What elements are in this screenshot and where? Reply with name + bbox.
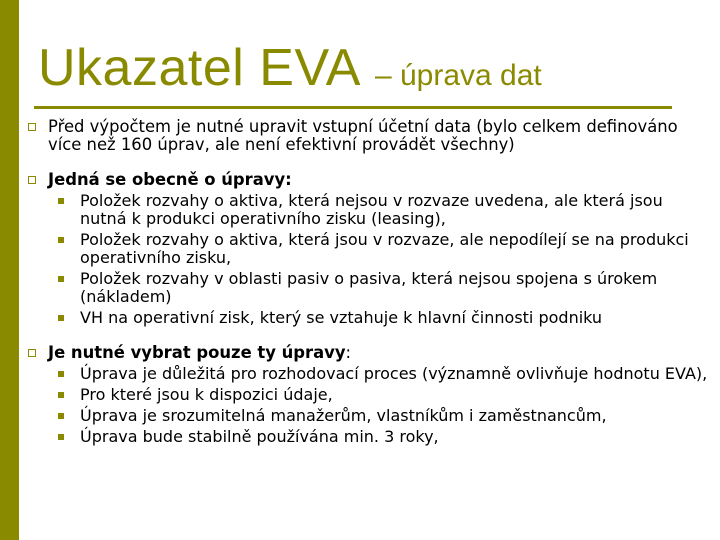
list-item-text: Úprava bude stabilně používána min. 3 roky, — [80, 427, 439, 446]
hollow-square-bullet-icon — [28, 176, 36, 184]
list-item — [48, 192, 712, 228]
selection-criteria-list — [48, 365, 712, 446]
list-item — [48, 407, 712, 425]
bullet-heading: Jedná se obecně o úpravy: — [48, 170, 292, 189]
bullet-text: Před výpočtem je nutné upravit vstupní účetní data (bylo celkem definováno více než 160 úprav, ale není efektivní provádět všechny) — [48, 117, 678, 154]
filled-square-bullet-icon — [58, 392, 64, 398]
list-item — [48, 309, 712, 327]
list-item — [48, 386, 712, 404]
filled-square-bullet-icon — [58, 198, 64, 204]
list-item-text: VH na operativní zisk, který se vztahuje k hlavní činnosti podniku — [80, 308, 603, 327]
bullet-intro — [28, 118, 712, 154]
bullet-heading: Je nutné vybrat pouze ty úpravy — [48, 343, 346, 362]
title-underline — [34, 106, 672, 109]
filled-square-bullet-icon — [58, 237, 64, 243]
list-item — [48, 365, 712, 383]
list-item — [48, 270, 712, 306]
filled-square-bullet-icon — [58, 413, 64, 419]
left-accent-bar — [0, 0, 19, 540]
bullet-heading-suffix: : — [345, 343, 352, 362]
filled-square-bullet-icon — [58, 434, 64, 440]
list-item-text: Položek rozvahy o aktiva, která nejsou v rozvaze uvedena, ale která jsou nutná k produkci operativního zisku (leasing), — [80, 191, 663, 228]
hollow-square-bullet-icon — [28, 349, 36, 357]
title-main: Ukazatel EVA — [38, 39, 361, 97]
bullet-adjustment-types — [28, 171, 712, 327]
hollow-square-bullet-icon — [28, 123, 36, 131]
filled-square-bullet-icon — [58, 315, 64, 321]
list-item-text: Úprava je srozumitelná manažerům, vlastníkům i zaměstnancům, — [80, 406, 607, 425]
bullet-selection-criteria — [28, 344, 712, 446]
list-item-text: Položek rozvahy v oblasti pasiv o pasiva, která nejsou spojena s úrokem (nákladem) — [80, 269, 658, 306]
slide-title — [38, 38, 542, 98]
list-item-text: Úprava je důležitá pro rozhodovací proces (významně ovlivňuje hodnotu EVA), — [80, 364, 708, 383]
slide-content — [28, 118, 712, 446]
list-item — [48, 231, 712, 267]
adjustment-types-list — [48, 192, 712, 327]
title-sub: – úprava dat — [374, 59, 542, 92]
filled-square-bullet-icon — [58, 276, 64, 282]
filled-square-bullet-icon — [58, 371, 64, 377]
list-item-text: Pro které jsou k dispozici údaje, — [80, 385, 333, 404]
list-item — [48, 428, 712, 446]
list-item-text: Položek rozvahy o aktiva, která jsou v rozvaze, ale nepodílejí se na produkci operativního zisku, — [80, 230, 689, 267]
